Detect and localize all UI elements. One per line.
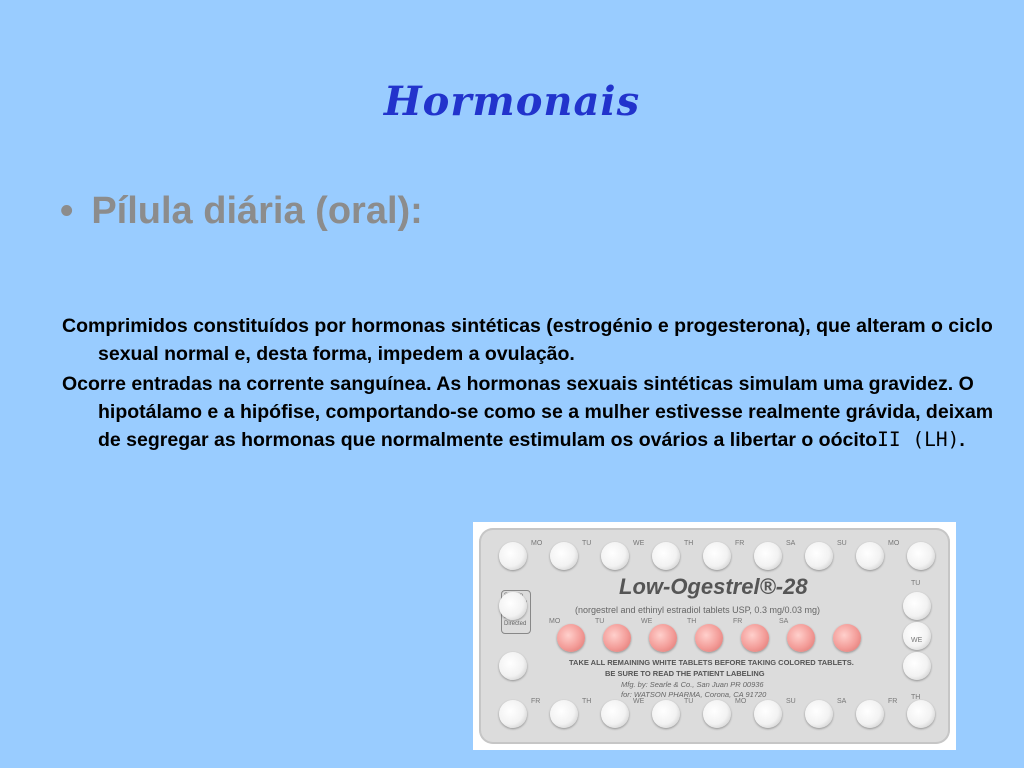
- pill-right-2: [903, 652, 931, 680]
- blister-pack: [479, 528, 950, 744]
- slide-title: Hormonais: [383, 78, 641, 125]
- pill-pink-3: [695, 624, 723, 652]
- pill-top-0: [499, 542, 527, 570]
- pill-pink-1: [603, 624, 631, 652]
- warning-line-1: TAKE ALL REMAINING WHITE TABLETS BEFORE TAKING COLORED TABLETS.: [569, 658, 854, 667]
- day-bottom-1: TH: [582, 698, 592, 705]
- pill-left-0: [499, 592, 527, 620]
- day-right-2: TH: [911, 694, 921, 701]
- pill-bottom-4: [703, 700, 731, 728]
- day-right-1: WE: [911, 637, 923, 644]
- manufacturer-line-1: Mfg. by: Searle & Co., San Juan PR 00936: [621, 680, 764, 689]
- pill-bottom-6: [805, 700, 833, 728]
- day-top-7: MO: [888, 540, 900, 547]
- day-right-0: TU: [911, 580, 921, 587]
- day-mid-2: WE: [641, 618, 653, 625]
- day-bottom-2: WE: [633, 698, 645, 705]
- day-bottom-0: FR: [531, 698, 541, 705]
- pill-bottom-8: [907, 700, 935, 728]
- day-mid-0: MO: [549, 618, 561, 625]
- bullet-heading: [60, 190, 423, 233]
- day-bottom-6: SA: [837, 698, 847, 705]
- pill-pink-2: [649, 624, 677, 652]
- paragraph-2-main: Ocorre entradas na corrente sanguínea. As hormonas sexuais sintéticas simulam uma gravidez. O hipotálamo e a hipófise, comportando-se como se a mulher estivesse realmente grávida, deixam de segregar as hormonas que normalmente estimulam os ovários a libertar o oócito: [62, 373, 994, 451]
- bullet-text: Pílula diária (oral):: [91, 190, 423, 232]
- day-bottom-7: FR: [888, 698, 898, 705]
- pill-bottom-3: [652, 700, 680, 728]
- paragraph-2-end: .: [959, 429, 965, 451]
- day-mid-4: FR: [733, 618, 743, 625]
- paragraph-1: Comprimidos constituídos por hormonas sintéticas (estrogénio e progesterona), que alteram o ciclo sexual normal e, desta forma, impedem a ovulação.: [62, 315, 993, 365]
- day-bottom-3: TU: [684, 698, 694, 705]
- pill-pink-6: [833, 624, 861, 652]
- pill-top-5: [754, 542, 782, 570]
- pill-bottom-2: [601, 700, 629, 728]
- day-mid-3: TH: [687, 618, 697, 625]
- day-bottom-5: SU: [786, 698, 796, 705]
- pill-pack-photo: [473, 522, 956, 750]
- day-mid-5: SA: [779, 618, 789, 625]
- pill-pink-4: [741, 624, 769, 652]
- pill-pink-5: [787, 624, 815, 652]
- start-note: Directed: [501, 590, 531, 634]
- pill-right-0: [903, 592, 931, 620]
- paragraph-2-mono: II (LH): [877, 428, 960, 451]
- manufacturer-line-2: for: WATSON PHARMA, Corona, CA 91720: [621, 690, 767, 699]
- pill-right-1: [903, 622, 931, 650]
- pill-pink-0: [557, 624, 585, 652]
- pill-bottom-5: [754, 700, 782, 728]
- warning-line-2: BE SURE TO READ THE PATIENT LABELING: [605, 669, 765, 678]
- pill-top-3: [652, 542, 680, 570]
- pill-left-1: [499, 652, 527, 680]
- pill-bottom-7: [856, 700, 884, 728]
- day-top-1: TU: [582, 540, 592, 547]
- day-bottom-4: MO: [735, 698, 747, 705]
- pill-top-6: [805, 542, 833, 570]
- pill-top-1: [550, 542, 578, 570]
- pill-top-8: [907, 542, 935, 570]
- day-top-6: SU: [837, 540, 847, 547]
- brand-subtitle: (norgestrel and ethinyl estradiol tablets USP, 0.3 mg/0.03 mg): [575, 605, 820, 615]
- day-top-2: WE: [633, 540, 645, 547]
- pill-bottom-1: [550, 700, 578, 728]
- pill-bottom-0: [499, 700, 527, 728]
- pill-top-4: [703, 542, 731, 570]
- day-top-3: TH: [684, 540, 694, 547]
- day-top-4: FR: [735, 540, 745, 547]
- day-mid-1: TU: [595, 618, 605, 625]
- bullet-symbol: •: [60, 190, 74, 232]
- brand-label: Low-Ogestrel®-28: [619, 574, 808, 599]
- day-top-0: MO: [531, 540, 543, 547]
- day-top-5: SA: [786, 540, 796, 547]
- pill-top-7: [856, 542, 884, 570]
- pill-top-2: [601, 542, 629, 570]
- paragraph-2: [62, 370, 998, 454]
